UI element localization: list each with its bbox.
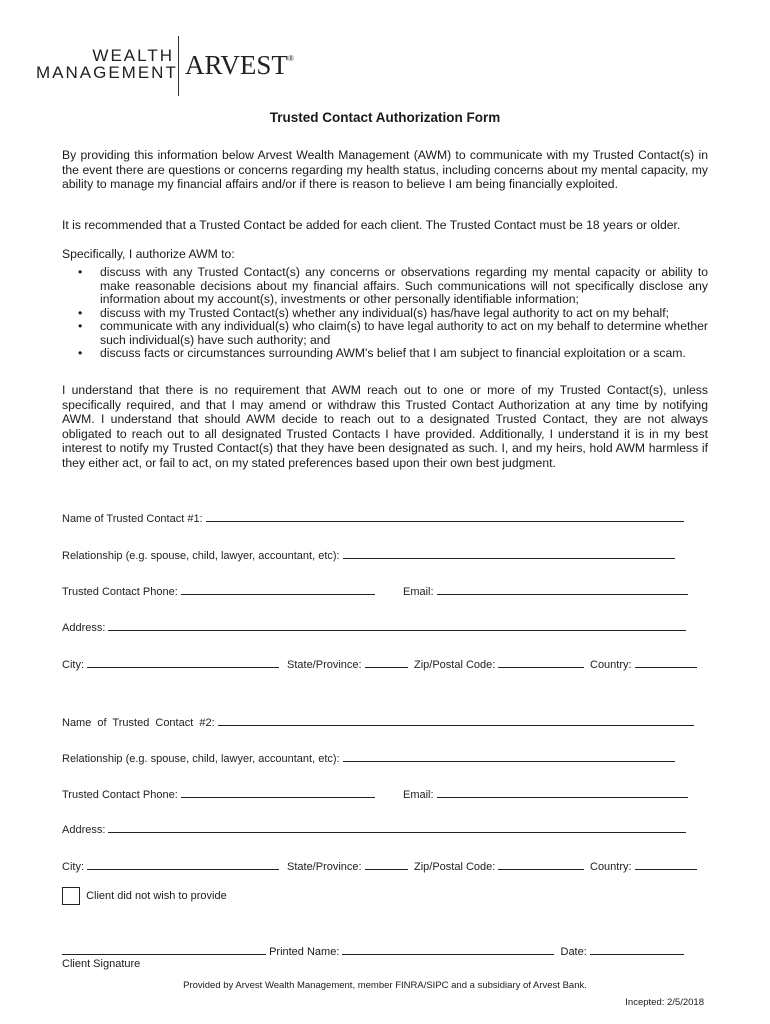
contact1-name-label: Name of Trusted Contact #1: <box>62 513 203 525</box>
client-signature-label: Client Signature <box>62 958 141 970</box>
logo-brand-name: ARVEST <box>185 50 288 80</box>
company-logo <box>36 36 294 96</box>
contact1-zip-label: Zip/Postal Code: <box>414 659 496 671</box>
contact2-email-field[interactable] <box>437 786 688 798</box>
logo-brand-text <box>185 50 294 81</box>
list-item: • communicate with any individual(s) who claim(s) to have legal authority to act on my behalf to determine whether such individual(s) have such authority; and <box>62 320 708 347</box>
contact1-state-field[interactable] <box>365 656 408 668</box>
contact2-email-label: Email: <box>403 789 434 801</box>
incepted-date: Incepted: 2/5/2018 <box>625 997 704 1008</box>
logo-wealth-text: WEALTH <box>92 46 174 65</box>
no-contact-option <box>62 887 227 905</box>
contact2-name-row <box>62 714 702 729</box>
printed-name-field[interactable] <box>342 943 554 955</box>
contact1-phone-field[interactable] <box>181 583 375 595</box>
contact1-name-field[interactable] <box>206 510 684 522</box>
contact1-email-field[interactable] <box>437 583 688 595</box>
contact1-country-field[interactable] <box>635 656 697 668</box>
contact1-relationship-label: Relationship (e.g. spouse, child, lawyer, accountant, etc): <box>62 550 340 562</box>
footer-disclosure: Provided by Arvest Wealth Management, member FINRA/SIPC and a subsidiary of Arvest Bank. <box>183 980 587 991</box>
signature-row <box>62 943 702 958</box>
contact2-zip-label: Zip/Postal Code: <box>414 861 496 873</box>
authorize-intro: Specifically, I authorize AWM to: <box>62 247 235 261</box>
list-item: • discuss facts or circumstances surrounding AWM's belief that I am subject to financial exploitation or a scam. <box>62 347 708 361</box>
contact2-address-field[interactable] <box>108 821 686 833</box>
contact2-city-field[interactable] <box>87 858 279 870</box>
contact1-address-field[interactable] <box>108 619 686 631</box>
contact1-relationship-row <box>62 547 702 562</box>
form-title: Trusted Contact Authorization Form <box>269 110 501 125</box>
contact2-country-label: Country: <box>590 861 632 873</box>
client-declined-label: Client did not wish to provide <box>86 889 227 902</box>
contact1-state-label: State/Province: <box>287 659 362 671</box>
logo-divider <box>178 36 179 96</box>
contact1-country-label: Country: <box>590 659 632 671</box>
trademark-icon: ® <box>287 54 294 63</box>
contact1-address-row <box>62 619 702 634</box>
contact2-country-field[interactable] <box>635 858 697 870</box>
contact2-zip-field[interactable] <box>498 858 584 870</box>
date-field[interactable] <box>590 943 684 955</box>
authorization-list <box>62 266 708 361</box>
contact1-name-row <box>62 510 702 525</box>
client-declined-checkbox[interactable] <box>62 887 80 905</box>
contact2-address-label: Address: <box>62 824 106 836</box>
contact2-relationship-row <box>62 750 702 765</box>
intro-paragraph: By providing this information below Arvest Wealth Management (AWM) to communicate with my Trusted Contact(s) in the event there are questions or concerns regarding my health status, including concerns about my mental capacity, my ability to manage my financial affairs and/or if there is reason to believe I am being financially exploited. <box>62 148 708 191</box>
contact2-city-label: City: <box>62 861 84 873</box>
client-signature-field[interactable] <box>62 943 266 955</box>
contact2-relationship-field[interactable] <box>343 750 675 762</box>
contact2-name-field[interactable] <box>218 714 694 726</box>
contact2-phone-label: Trusted Contact Phone: <box>62 789 178 801</box>
list-item: • discuss with my Trusted Contact(s) whether any individual(s) has/have legal authority to act on my behalf; <box>62 307 708 321</box>
list-item: • discuss with any Trusted Contact(s) any concerns or observations regarding my mental capacity or ability to make reasonable decisions about my financial affairs. Such communications will not specifically disclose any information about my account(s), investments or other personally identifiable information; <box>62 266 708 307</box>
printed-name-label: Printed Name: <box>269 946 340 958</box>
contact2-state-label: State/Province: <box>287 861 362 873</box>
contact2-state-field[interactable] <box>365 858 408 870</box>
date-label: Date: <box>560 946 587 958</box>
contact1-zip-field[interactable] <box>498 656 584 668</box>
contact2-address-row <box>62 821 702 836</box>
understand-paragraph: I understand that there is no requirement that AWM reach out to one or more of my Trusted Contact(s), unless specifically required, and that I may amend or withdraw this Trusted Contact Authorization at any time by notifying AWM. I understand that should AWM decide to reach out to a designated Trusted Contact, they are not always obligated to reach out to all designated Trusted Contacts I have provided. Additionally, I understand it is in my best interest to notify my Trusted Contact(s) that they have been designated as such. I, and my heirs, hold AWM harmless if they either act, or fail to act, on my stated preferences based upon their own best judgment. <box>62 383 708 470</box>
contact1-city-field[interactable] <box>87 656 279 668</box>
contact1-address-label: Address: <box>62 622 106 634</box>
contact2-relationship-label: Relationship (e.g. spouse, child, lawyer, accountant, etc): <box>62 753 340 765</box>
contact1-phone-label: Trusted Contact Phone: <box>62 586 178 598</box>
recommend-paragraph: It is recommended that a Trusted Contact be added for each client. The Trusted Contact must be 18 years or older. <box>62 218 681 232</box>
logo-management-text: MANAGEMENT <box>36 63 178 82</box>
contact1-city-label: City: <box>62 659 84 671</box>
contact1-relationship-field[interactable] <box>343 547 675 559</box>
contact2-name-label: Name of Trusted Contact #2: <box>62 717 215 729</box>
contact1-email-label: Email: <box>403 586 434 598</box>
contact2-phone-field[interactable] <box>181 786 375 798</box>
